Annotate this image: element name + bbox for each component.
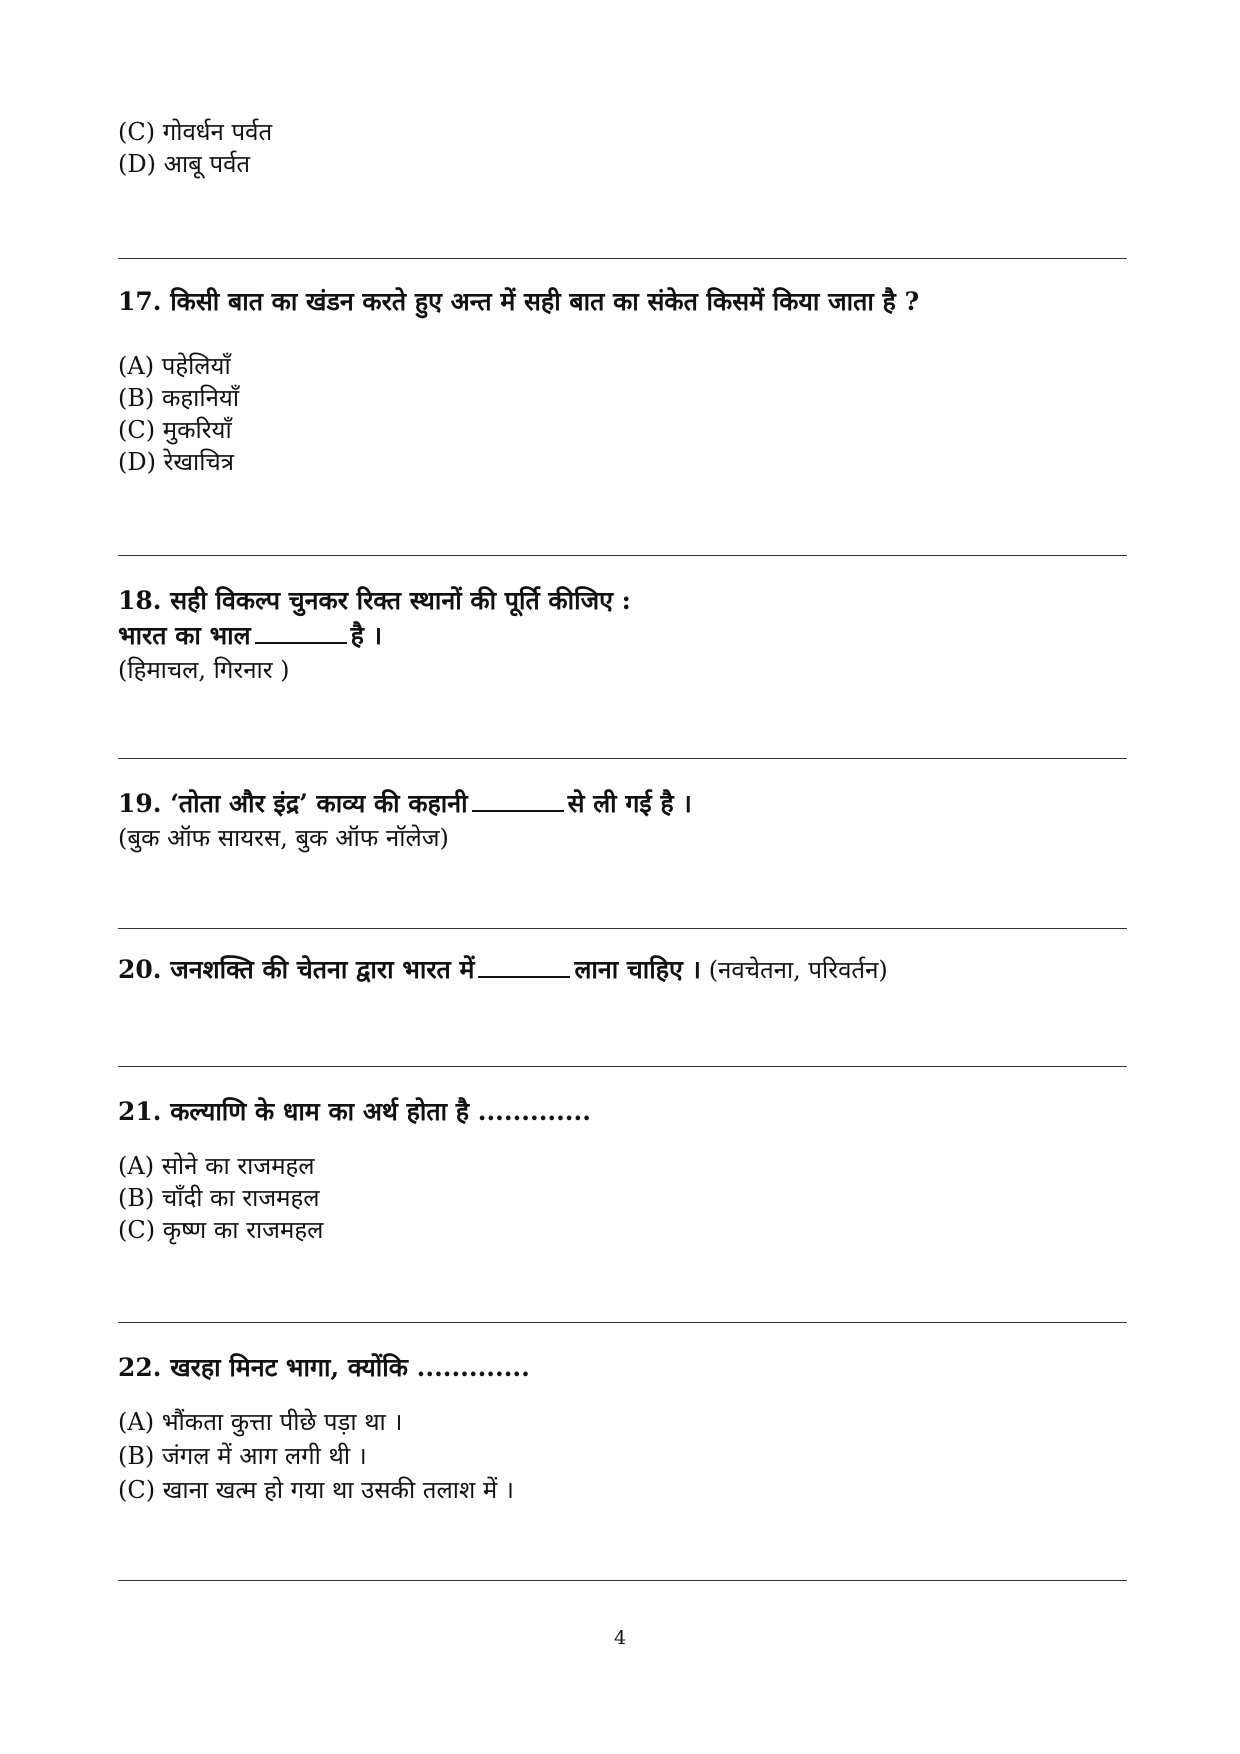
- q19-before: 19. ‘तोता और इंद्र’ काव्य की कहानी: [118, 789, 468, 818]
- question-20: [118, 954, 888, 986]
- q21-option-b: (B) चाँदी का राजमहल: [118, 1184, 320, 1212]
- q19-after: से ली गई है ।: [567, 789, 692, 818]
- q18-after: है ।: [350, 621, 383, 650]
- q22-option-b: (B) जंगल में आग लगी थी ।: [118, 1442, 367, 1470]
- q17-option-d: (D) रेखाचित्र: [118, 448, 234, 476]
- fill-blank: [472, 788, 564, 812]
- question-17: 17. किसी बात का खंडन करते हुए अन्त में सही बात का संकेत किसमें किया जाता है ?: [118, 287, 920, 316]
- q21-option-a: (A) सोने का राजमहल: [118, 1152, 315, 1180]
- divider: [118, 1580, 1127, 1581]
- question-21: 21. कल्याणि के धाम का अर्थ होता है .............: [118, 1097, 591, 1126]
- q17-option-c: (C) मुकरियाँ: [118, 416, 232, 444]
- q20-before: 20. जनशक्ति की चेतना द्वारा भारत में: [118, 955, 475, 984]
- q22-option-a: (A) भौंकता कुत्ता पीछे पड़ा था ।: [118, 1408, 403, 1436]
- option-c-prev: (C) गोवर्धन पर्वत: [118, 118, 273, 146]
- divider: [118, 928, 1127, 929]
- question-18-fill: [118, 620, 382, 652]
- q22-option-c: (C) खाना खत्म हो गया था उसकी तलाश में ।: [118, 1476, 514, 1504]
- question-19: [118, 788, 692, 820]
- divider: [118, 258, 1127, 259]
- q21-option-c: (C) कृष्ण का राजमहल: [118, 1216, 324, 1244]
- fill-blank: [255, 620, 347, 644]
- q17-option-a: (A) पहेलियाँ: [118, 352, 231, 380]
- q17-option-b: (B) कहानियाँ: [118, 384, 240, 412]
- page-number: 4: [613, 1627, 627, 1649]
- q18-hint: (हिमाचल, गिरनार ): [118, 656, 290, 684]
- q20-hint: (नवचेतना, परिवर्तन): [708, 956, 888, 984]
- question-18: 18. सही विकल्प चुनकर रिक्त स्थानों की पूर्ति कीजिए :: [118, 586, 631, 615]
- q18-before: भारत का भाल: [118, 621, 251, 650]
- divider: [118, 1066, 1127, 1067]
- option-d-prev: (D) आबू पर्वत: [118, 150, 251, 178]
- divider: [118, 1322, 1127, 1323]
- fill-blank: [478, 954, 570, 978]
- divider: [118, 758, 1127, 759]
- q19-hint: (बुक ऑफ सायरस, बुक ऑफ नॉलेज): [118, 824, 449, 852]
- question-22: 22. खरहा मिनट भागा, क्योंकि .............: [118, 1353, 530, 1382]
- q20-after: लाना चाहिए ।: [574, 955, 702, 984]
- divider: [118, 555, 1127, 556]
